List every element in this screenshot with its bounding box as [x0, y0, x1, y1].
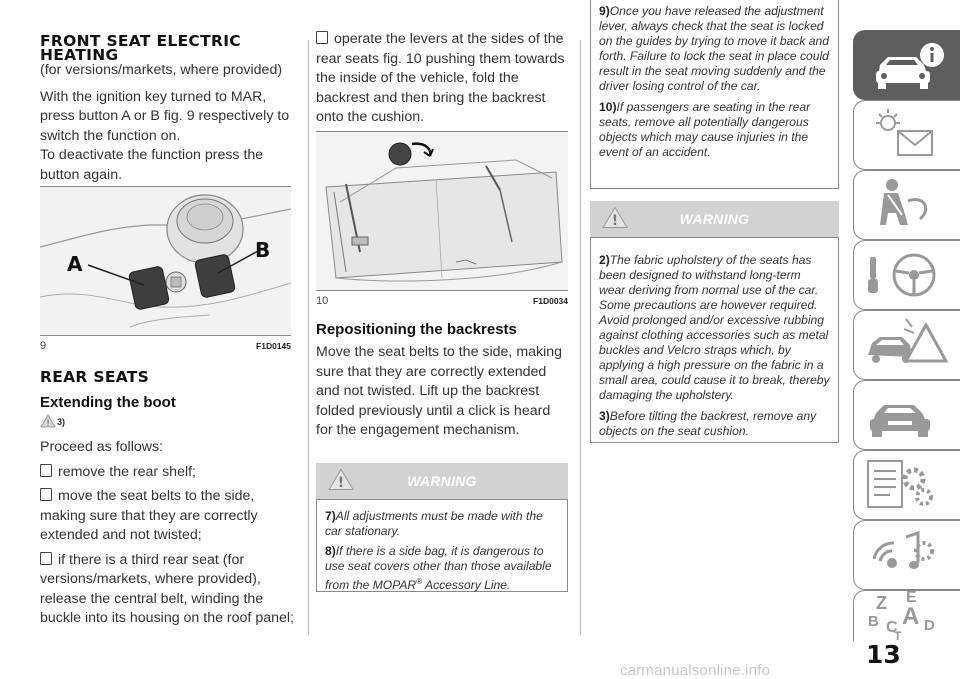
- starting-driving-icon: [854, 241, 960, 309]
- bullet-item: [316, 30, 570, 128]
- page-number: 13: [866, 640, 901, 669]
- tab-technical-data[interactable]: [853, 450, 960, 520]
- svg-text:!: !: [611, 213, 619, 229]
- checkbox-bullet-icon: [40, 488, 52, 501]
- technical-data-icon: [854, 451, 960, 519]
- heating-versions: (for versions/markets, where provided): [40, 62, 283, 78]
- dashboard-lights-icon: [854, 101, 960, 169]
- warning-triangle-icon: [602, 206, 628, 229]
- note-text: If passengers are seating in the rear seats, remove all potentially dangerous objects which may cause injuries in the event of an accident.: [599, 100, 811, 159]
- registered-mark: ®: [416, 577, 423, 586]
- column-divider: [580, 40, 581, 635]
- rear-seats-title: REAR SEATS: [40, 368, 150, 386]
- warning-title: WARNING: [679, 211, 750, 227]
- repositioning-paragraph: Move the seat belts to the side, making sure that they are correctly extended and not twisted. Lift up the backrest folded previously until a click is heard for the engagement mechanism.: [316, 344, 563, 438]
- note-item: [599, 100, 830, 160]
- tab-starting-driving[interactable]: [853, 240, 960, 310]
- notes-box: [590, 0, 839, 189]
- safety-airbag-icon: [854, 171, 960, 239]
- index-letter: B: [868, 613, 879, 630]
- emergency-icon: [854, 311, 960, 379]
- figure-10: [316, 131, 568, 307]
- chapter-sidebar: [852, 0, 960, 678]
- index-letter: T: [894, 629, 902, 643]
- index-letter: C: [886, 619, 898, 636]
- index-letter: Z: [876, 593, 887, 613]
- proceed-text: Proceed as follows:: [40, 439, 164, 455]
- warning-box-right: [590, 201, 839, 443]
- warning-text: All adjustments must be made with the car stationary.: [325, 509, 543, 538]
- warning-text: Accessory Line.: [425, 578, 511, 593]
- warning-header: [316, 463, 568, 499]
- note-item: [599, 4, 830, 94]
- tab-dashboard-lights[interactable]: [853, 100, 960, 170]
- svg-text:!: !: [337, 475, 345, 491]
- extending-ref: [40, 414, 302, 436]
- bullet-item: [40, 551, 302, 629]
- warning-text: The fabric upholstery of the seats has been designed to withstand long-term wear deriving from normal use of the car. Some precautions are however required. Avoid prolonged and/or excessive rubbing against clothing accessories such as metal buckles and Velcro straps which, by applying a high pressure on the fabric in a small area, could cause it to break, thereby damaging the upholstery.: [599, 253, 830, 402]
- warning-body: [316, 499, 568, 592]
- extending-boot-title: Extending the boot: [40, 394, 176, 411]
- maintenance-icon: [854, 381, 960, 449]
- note-number: 9): [599, 4, 610, 18]
- warning-triangle-icon: [40, 414, 56, 428]
- figure-9-label-b: B: [255, 238, 271, 262]
- svg-text:!: !: [46, 419, 50, 428]
- heating-section: [40, 34, 302, 185]
- heating-title-line1: FRONT SEAT ELECTRIC: [40, 32, 241, 50]
- car-info-icon: [854, 31, 960, 99]
- heating-title: [40, 34, 302, 62]
- watermark: carmanualsonline.info: [620, 662, 771, 679]
- tab-index[interactable]: [853, 590, 960, 641]
- checkbox-bullet-icon: [40, 552, 52, 565]
- extending-ref-number: 3): [57, 417, 66, 427]
- repositioning-title: Repositioning the backrests: [316, 321, 517, 338]
- figure-9: [40, 186, 291, 352]
- figure-10-illustration: [316, 132, 568, 290]
- warning-text: If there is a side bag, it is dangerous to use seat covers other than those available from the MOPAR: [325, 544, 552, 593]
- index-letter: D: [924, 617, 935, 634]
- note-text: Once you have released the adjustment lever, always check that the seat is locked on the guides by trying to move it back and forth. Failure to lock the seat in place could result in the seat moving suddenly and the driver losing control of the car.: [599, 4, 829, 93]
- tab-multimedia[interactable]: [853, 520, 960, 590]
- figure-9-code: F1D0145: [256, 341, 291, 351]
- multimedia-icon: [854, 521, 960, 589]
- tab-emergency[interactable]: [853, 310, 960, 380]
- index-letter: E: [906, 589, 917, 606]
- warning-title: WARNING: [407, 473, 477, 489]
- column-divider: [308, 40, 309, 635]
- bullet-text: operate the levers at the sides of the rear seats fig. 10 pushing them towards the inside of the vehicle, fold the backrest and then bring the backrest onto the cushion.: [316, 31, 565, 125]
- tab-safety[interactable]: [853, 170, 960, 240]
- bullet-text: move the seat belts to the side, making sure that they are correctly extended and not twisted;: [40, 488, 258, 543]
- checkbox-bullet-icon: [316, 31, 328, 44]
- warning-body: [590, 237, 839, 443]
- warning-text: Before tilting the backrest, remove any objects on the seat cushion.: [599, 409, 817, 438]
- warning-box-middle: [316, 463, 568, 592]
- bullet-item: [40, 463, 302, 483]
- index-letter: A: [902, 603, 920, 630]
- figure-10-number: 10: [316, 295, 329, 307]
- warning-item: [325, 544, 559, 593]
- warning-number: 8): [325, 544, 336, 558]
- figure-10-code: F1D0034: [533, 296, 568, 306]
- figure-9-label-a: A: [67, 252, 83, 276]
- warning-number: 7): [325, 509, 336, 523]
- figure-9-number: 9: [40, 340, 47, 352]
- note-number: 10): [599, 100, 617, 114]
- heating-paragraph-2: To deactivate the function press the button again.: [40, 147, 264, 183]
- warning-triangle-icon: [328, 468, 354, 491]
- warning-number: 2): [599, 253, 610, 267]
- warning-item: [599, 409, 830, 439]
- tab-maintenance[interactable]: [853, 380, 960, 450]
- bullet-item: [40, 487, 302, 546]
- heating-title-line2: HEATING: [40, 46, 119, 64]
- bullet-text: remove the rear shelf;: [58, 463, 196, 480]
- tab-car-info[interactable]: [853, 30, 960, 100]
- warning-number: 3): [599, 409, 610, 423]
- warning-header: [590, 201, 839, 237]
- checkbox-bullet-icon: [40, 464, 52, 477]
- rear-seats-section: [40, 370, 302, 629]
- warning-item: [599, 253, 830, 403]
- bullet-text: if there is a third rear seat (for versions/markets, where provided), release the central belt, winding the buckle into its housing on the roof panel;: [40, 551, 294, 626]
- warning-item: [325, 509, 559, 539]
- heating-paragraph-1: With the ignition key turned to MAR, press button A or B fig. 9 respectively to switch the function on.: [40, 88, 290, 144]
